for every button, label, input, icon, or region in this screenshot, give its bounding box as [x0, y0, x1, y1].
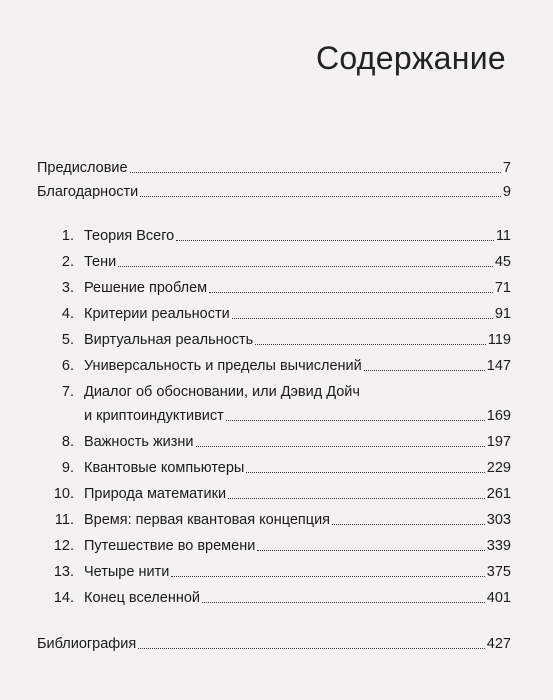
toc-entry-label: Решение проблем: [84, 280, 208, 296]
toc-entry-page: 339: [486, 538, 511, 554]
toc-entry-preface: [37, 155, 511, 177]
toc-entry-page: 91: [494, 306, 511, 322]
dot-leader: [130, 172, 501, 173]
toc-entry-acknowledgements: [37, 179, 511, 201]
toc-entry-chapter-1: [37, 223, 511, 245]
toc-entry-label: Важность жизни: [84, 434, 194, 450]
toc-entry-page: 303: [486, 512, 511, 528]
dot-leader: [232, 318, 493, 319]
toc-entry-bibliography: [37, 631, 511, 653]
toc-entry-chapter-7-cont: [37, 403, 511, 425]
dot-leader: [246, 472, 484, 473]
toc-entry-label: Библиография: [37, 636, 137, 652]
dot-leader: [257, 550, 484, 551]
toc-entry-label: Благодарности: [37, 184, 139, 200]
toc-entry-page: 197: [486, 434, 511, 450]
toc-entry-page: 9: [502, 184, 511, 200]
chapter-number: 12.: [53, 538, 74, 554]
toc-entry-label: Четыре нити: [84, 564, 170, 580]
dot-leader: [202, 602, 485, 603]
chapter-number: 5.: [61, 332, 74, 348]
toc-entry-chapter-6: [37, 353, 511, 375]
toc-entry-page: 427: [486, 636, 511, 652]
toc-entry-chapter-13: [37, 559, 511, 581]
toc-entry-chapter-14: [37, 585, 511, 607]
dot-leader: [364, 370, 485, 371]
toc-entry-chapter-10: [37, 481, 511, 503]
chapter-number: 7.: [61, 384, 74, 400]
dot-leader: [196, 446, 485, 447]
toc-entry-page: 119: [487, 332, 511, 348]
toc-entry-label: Путешествие во времени: [84, 538, 256, 554]
toc-entry-page: 169: [486, 408, 511, 424]
chapter-number: 11.: [54, 512, 74, 528]
chapter-number: 9.: [61, 460, 74, 476]
dot-leader: [228, 498, 485, 499]
toc-entry-chapter-11: [37, 507, 511, 529]
dot-leader: [118, 266, 493, 267]
dot-leader: [226, 420, 485, 421]
chapter-number: 8.: [61, 434, 74, 450]
toc-entry-label: Универсальность и пределы вычислений: [84, 358, 362, 374]
toc-entry-page: 229: [486, 460, 511, 476]
dot-leader: [332, 524, 485, 525]
toc-entry-chapter-12: [37, 533, 511, 555]
toc-entry-label: Диалог об обосновании, или Дэвид Дойч: [84, 384, 360, 400]
chapter-number: 1.: [61, 228, 74, 244]
chapter-number: 10.: [53, 486, 74, 502]
toc-entry-chapter-5: [37, 327, 511, 349]
page-title: Содержание: [315, 40, 506, 76]
dot-leader: [176, 240, 494, 241]
toc-entry-page: 11: [495, 228, 511, 244]
chapter-number: 14.: [53, 590, 74, 606]
chapter-number: 4.: [61, 306, 74, 322]
chapter-number: 3.: [61, 280, 74, 296]
toc-entry-label: Тени: [84, 254, 117, 270]
dot-leader: [255, 344, 486, 345]
toc-entry-page: 401: [486, 590, 511, 606]
toc-entry-label: Квантовые компьютеры: [84, 460, 245, 476]
toc-entry-label: Критерии реальности: [84, 306, 230, 322]
toc-entry-label: и криптоиндуктивист: [84, 408, 224, 424]
toc-entry-chapter-2: [37, 249, 511, 271]
chapter-number: 2.: [61, 254, 74, 270]
toc-entry-label: Природа математики: [84, 486, 227, 502]
dot-leader: [171, 576, 484, 577]
toc-entry-page: 261: [486, 486, 511, 502]
toc-entry-page: 71: [494, 280, 511, 296]
chapter-number: 13.: [53, 564, 74, 580]
toc-entry-chapter-8: [37, 429, 511, 451]
toc-entry-chapter-9: [37, 455, 511, 477]
toc-entry-chapter-4: [37, 301, 511, 323]
toc-entry-label: Время: первая квантовая концепция: [84, 512, 331, 528]
toc-entry-page: 7: [502, 160, 511, 176]
toc-entry-page: 45: [494, 254, 511, 270]
toc-entry-label: Предисловие: [37, 160, 128, 176]
dot-leader: [138, 648, 485, 649]
toc-entry-page: 375: [486, 564, 511, 580]
dot-leader: [140, 196, 501, 197]
toc-entry-page: 147: [486, 358, 511, 374]
toc-entry-label: Виртуальная реальность: [84, 332, 254, 348]
chapter-number: 6.: [61, 358, 74, 374]
toc-entry-label: Теория Всего: [84, 228, 175, 244]
toc-entry-label: Конец вселенной: [84, 590, 200, 606]
toc-entry-chapter-7: [37, 379, 511, 401]
dot-leader: [209, 292, 493, 293]
toc-entry-chapter-3: [37, 275, 511, 297]
